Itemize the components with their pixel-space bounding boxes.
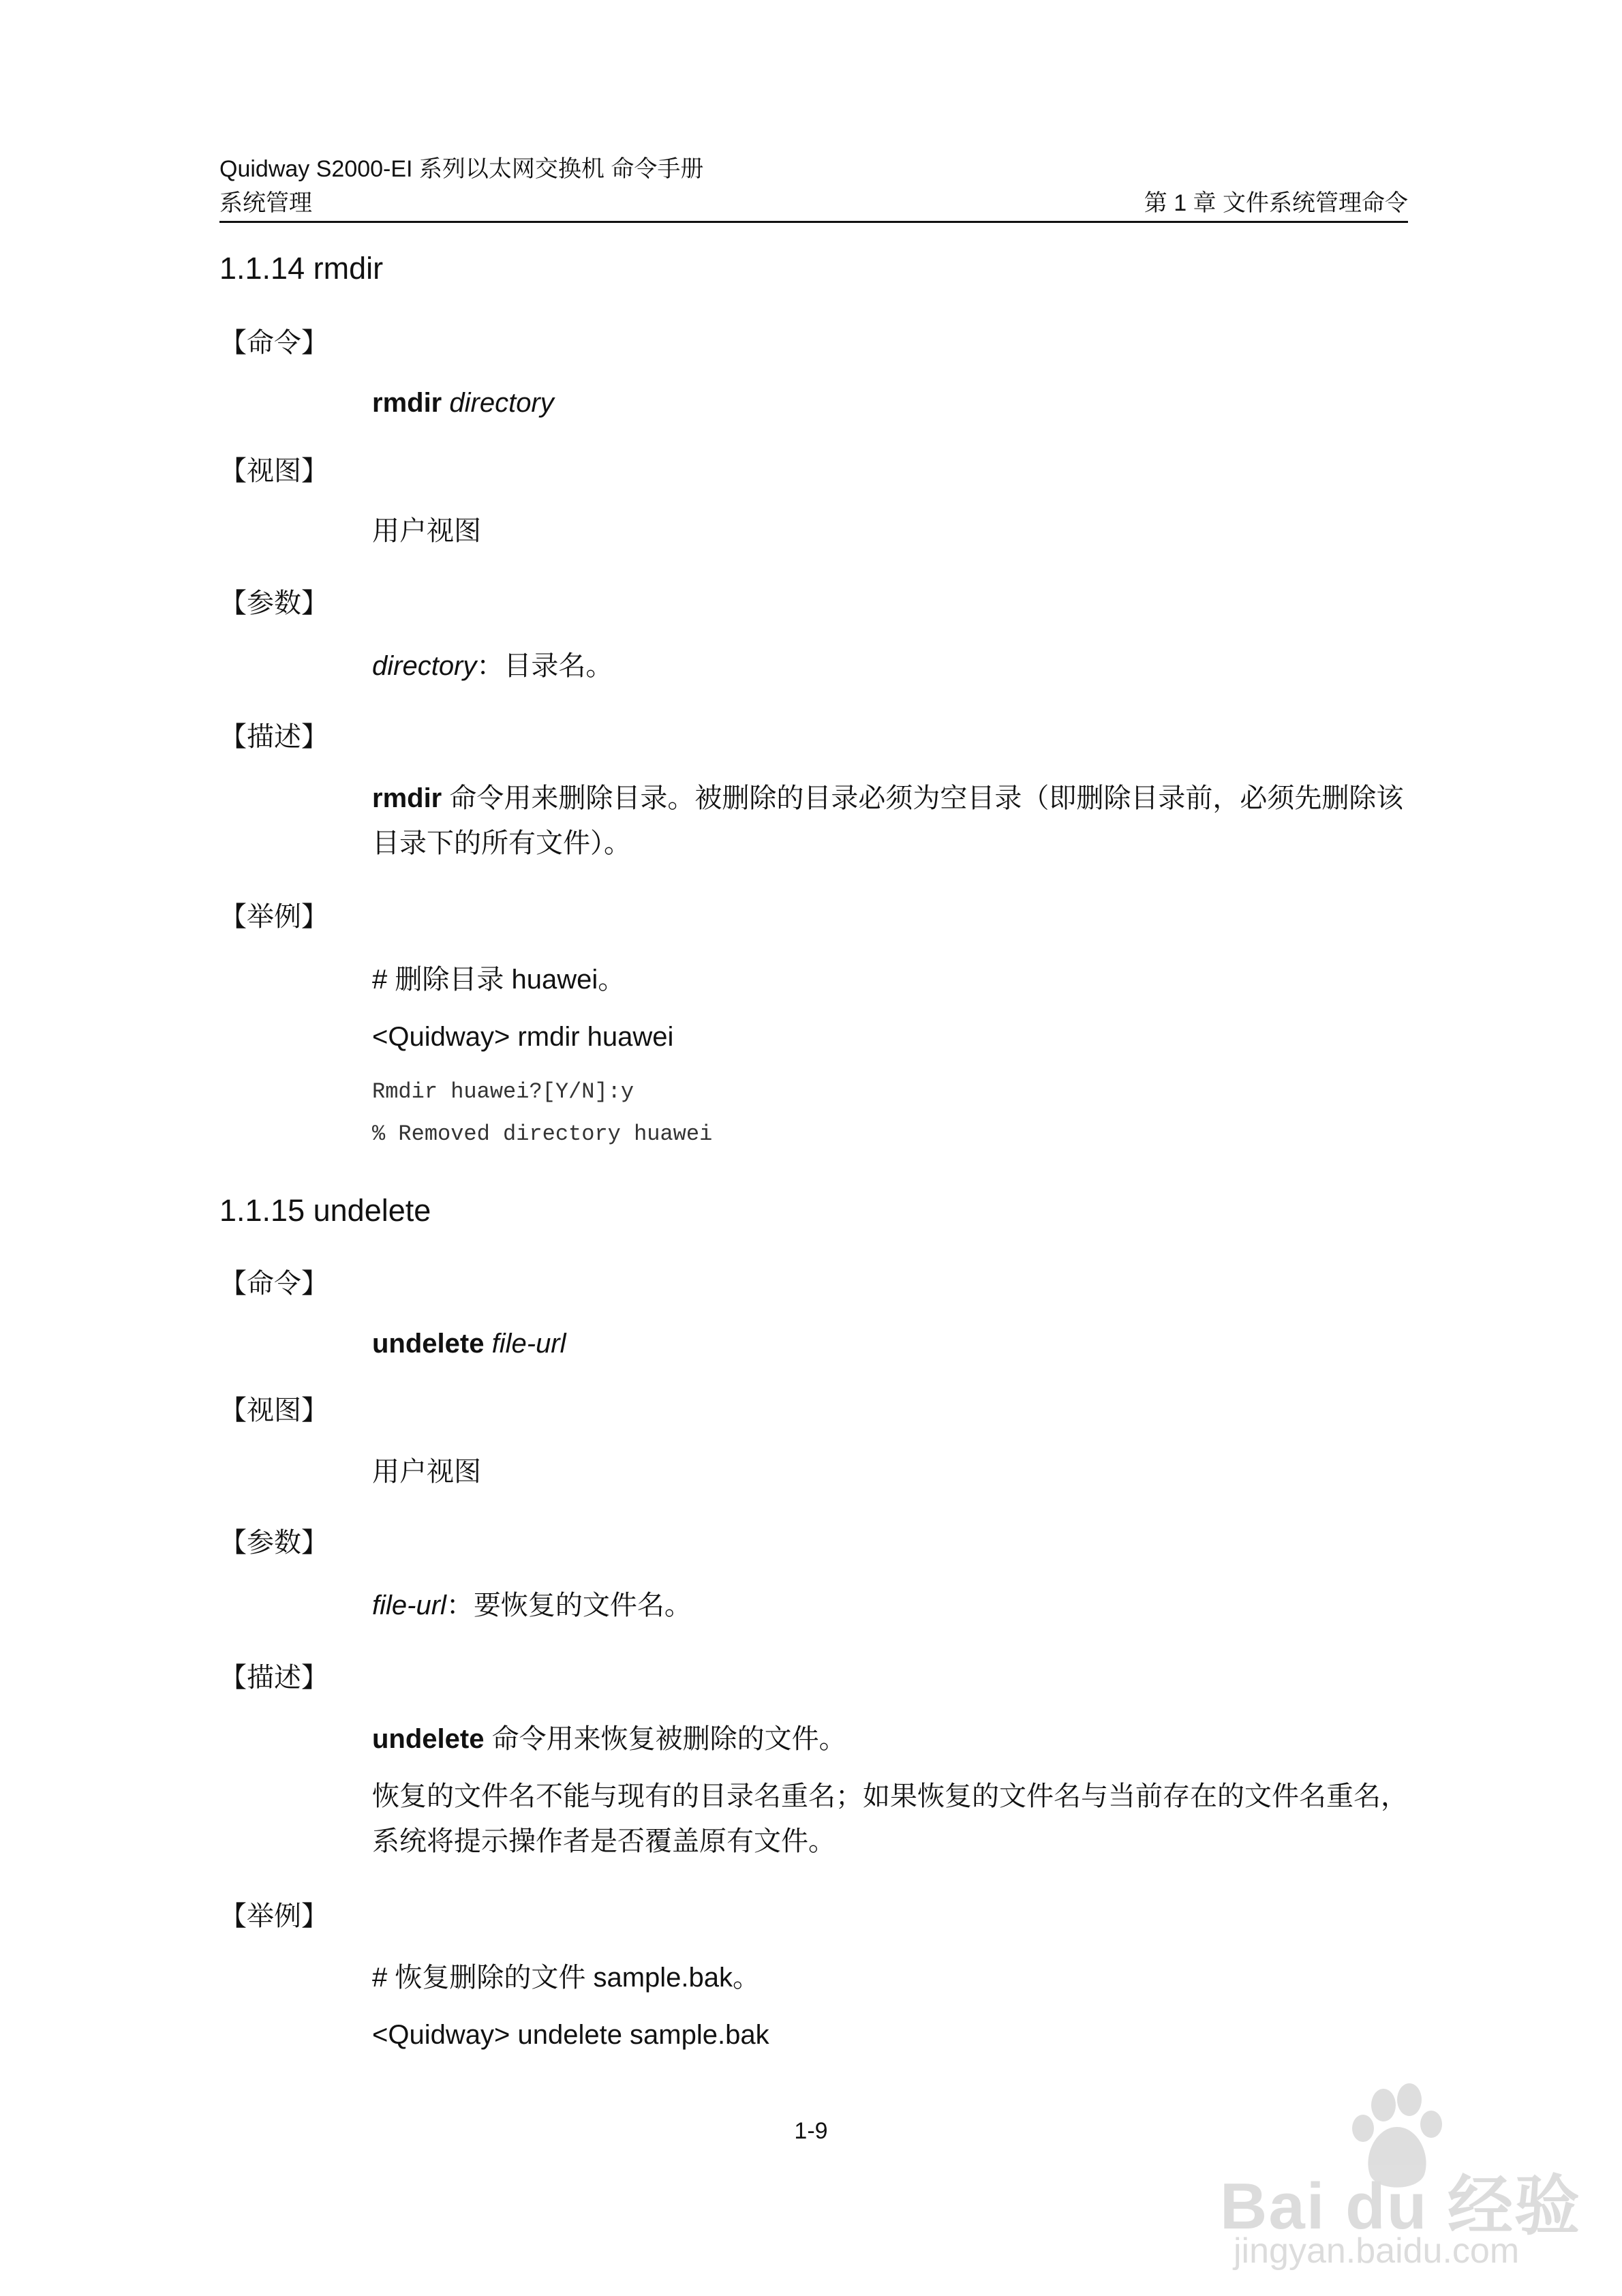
description-text: 命令用来删除目录。被删除的目录必须为空目录（即删除目录前，必须先删除该目录下的所有文件）。 — [372, 783, 1404, 858]
parameter-description: ：要恢复的文件名。 — [446, 1590, 692, 1620]
example-comment: # 删除目录 huawei。 — [372, 965, 626, 995]
parameter-line — [372, 1588, 692, 1622]
section-title-rmdir: 1.1.14 rmdir — [219, 251, 384, 286]
header-product-title: Quidway S2000-EI 系列以太网交换机 命令手册 — [219, 156, 704, 182]
description-paragraph — [372, 776, 1408, 866]
header-chapter: 第 1 章 文件系统管理命令 — [1144, 190, 1408, 216]
label-view: 【视图】 — [219, 1395, 328, 1425]
example-command: <Quidway> undelete sample.bak — [372, 2020, 769, 2050]
page-number: 1-9 — [794, 2118, 828, 2144]
view-text: 用户视图 — [372, 516, 481, 546]
command-syntax — [372, 1327, 566, 1361]
label-example: 【举例】 — [219, 902, 328, 932]
description-keyword: undelete — [372, 1724, 485, 1754]
example-output-line: % Removed directory huawei — [372, 1121, 713, 1147]
watermark-url: jingyan.baidu.com — [1234, 2231, 1520, 2271]
label-view: 【视图】 — [219, 456, 328, 486]
example-command: <Quidway> rmdir huawei — [372, 1022, 674, 1052]
section-title-undelete: 1.1.15 undelete — [219, 1193, 431, 1228]
label-description: 【描述】 — [219, 722, 328, 752]
description-paragraph — [372, 1722, 846, 1756]
description-keyword: rmdir — [372, 783, 442, 813]
parameter-name: file-url — [372, 1590, 446, 1620]
watermark — [1193, 2072, 1582, 2277]
description-text: 命令用来恢复被删除的文件。 — [484, 1724, 846, 1754]
label-parameters: 【参数】 — [219, 1528, 328, 1558]
command-keyword: rmdir — [372, 388, 442, 418]
example-comment: # 恢复删除的文件 sample.bak。 — [372, 1963, 761, 1993]
label-description: 【描述】 — [219, 1663, 328, 1693]
command-syntax — [372, 386, 554, 420]
description-paragraph-2: 恢复的文件名不能与现有的目录名重名；如果恢复的文件名与当前存在的文件名重名，系统将提示操作者是否覆盖原有文件。 — [372, 1781, 1408, 1856]
header-divider — [219, 221, 1408, 223]
parameter-description: ：目录名。 — [476, 651, 613, 681]
parameter-line — [372, 649, 613, 683]
label-example: 【举例】 — [219, 1901, 328, 1931]
example-output-line: Rmdir huawei?[Y/N]:y — [372, 1079, 634, 1104]
command-argument: file-url — [491, 1329, 566, 1359]
label-parameters: 【参数】 — [219, 588, 328, 618]
parameter-name: directory — [372, 651, 477, 681]
label-command: 【命令】 — [219, 328, 328, 358]
command-keyword: undelete — [372, 1329, 485, 1359]
header-section: 系统管理 — [219, 190, 312, 216]
command-argument: directory — [449, 388, 554, 418]
view-text: 用户视图 — [372, 1457, 481, 1487]
label-command: 【命令】 — [219, 1269, 328, 1299]
watermark-brand: Bai du 经验 — [1220, 2170, 1582, 2243]
